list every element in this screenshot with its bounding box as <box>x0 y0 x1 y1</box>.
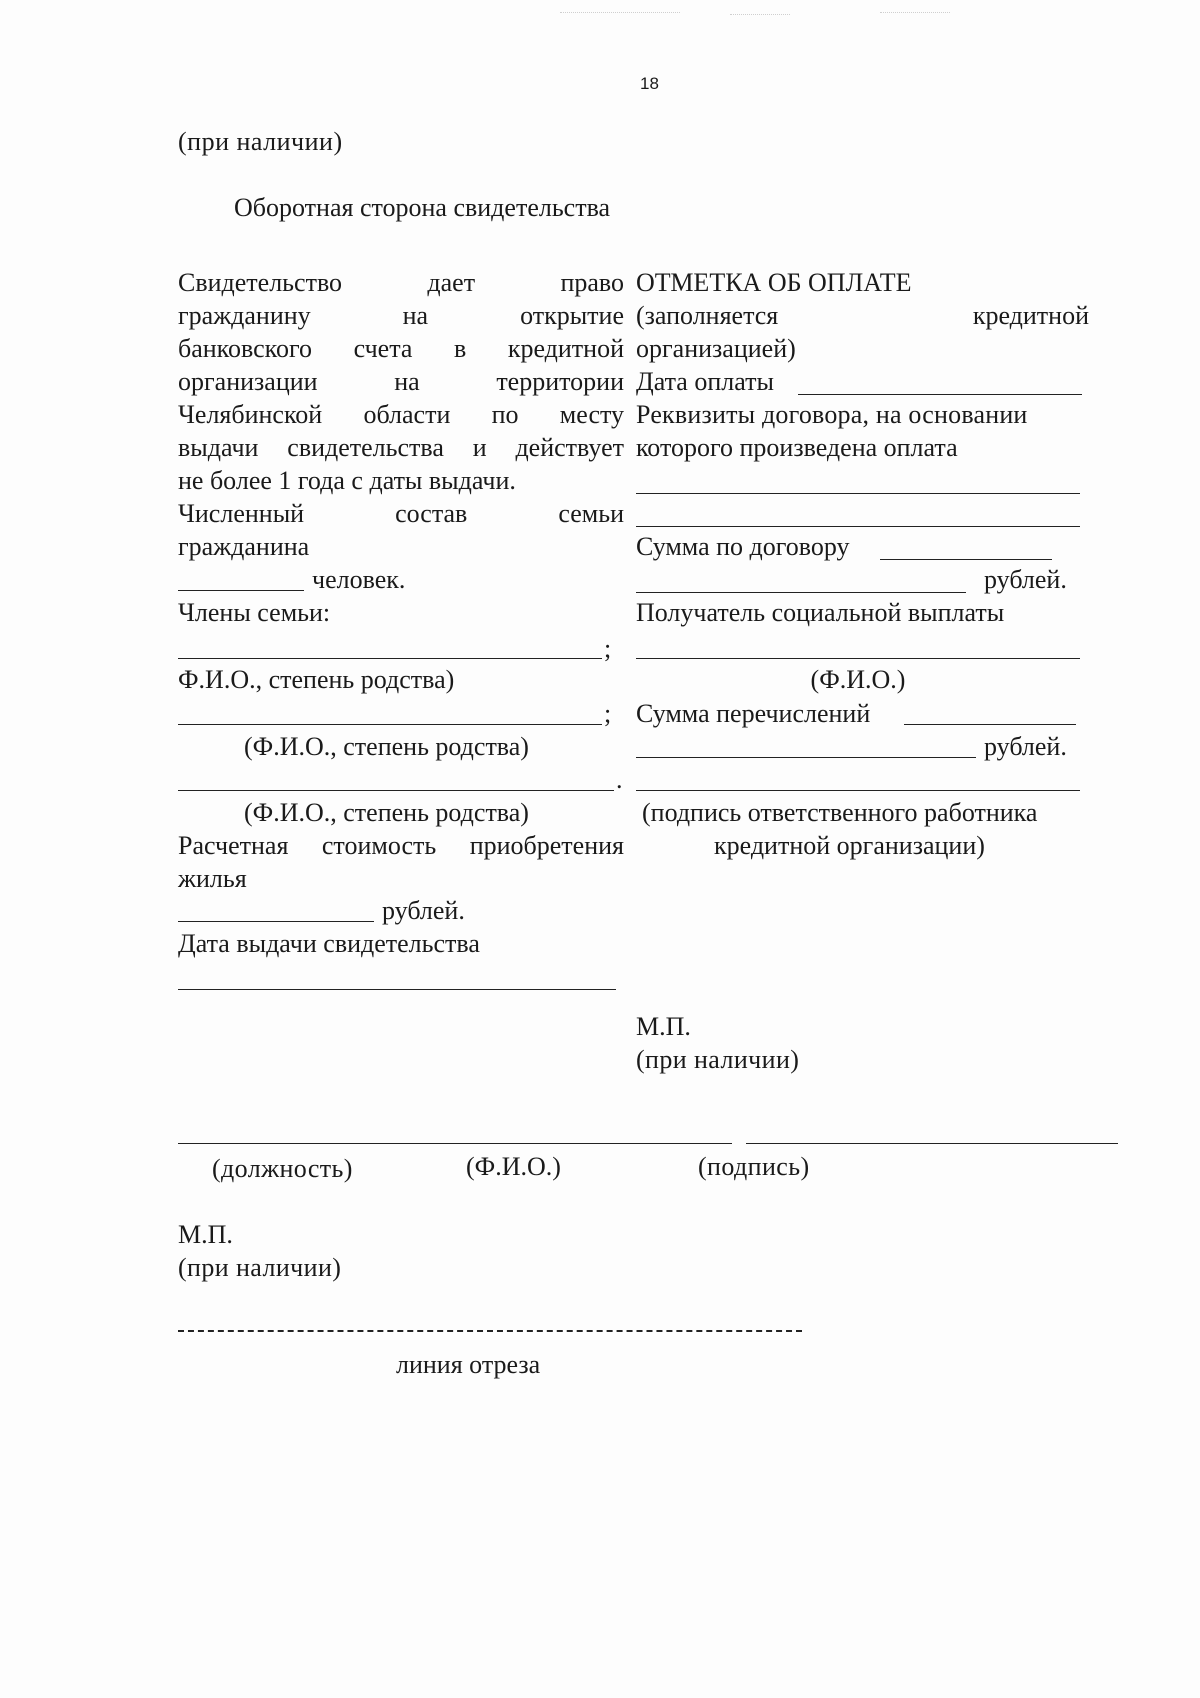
word: Свидетельство <box>178 268 343 297</box>
left-column <box>178 266 624 563</box>
word: приобретения <box>469 831 624 860</box>
family-size-line-2: гражданина <box>178 532 310 561</box>
word: гражданину <box>178 301 311 330</box>
officer-signature-caption-2: кредитной организации) <box>714 831 985 860</box>
family-member-3-field[interactable] <box>178 790 614 791</box>
transfer-sum-rub: рублей. <box>984 732 1067 761</box>
persons-label: человек. <box>312 565 406 594</box>
official-signature-field[interactable] <box>746 1143 1118 1144</box>
contract-details-label-2: которого произведена оплата <box>636 433 958 462</box>
word: открытие <box>520 301 624 330</box>
cut-line <box>178 1330 802 1332</box>
seal-note: (при наличии) <box>636 1045 800 1074</box>
filled-by-line <box>636 299 1089 332</box>
word: право <box>560 268 624 297</box>
word: выдачи <box>178 433 259 462</box>
transfer-sum-field[interactable] <box>904 724 1076 725</box>
word: Расчетная <box>178 831 289 860</box>
paragraph-line <box>178 266 624 299</box>
family-size-line <box>178 497 624 530</box>
cost-line-2: жилья <box>178 864 247 893</box>
word: и <box>472 433 487 462</box>
contract-sum-field[interactable] <box>880 559 1052 560</box>
position-caption: (должность) <box>212 1154 353 1183</box>
word: свидетельства <box>287 433 444 462</box>
paragraph-line <box>178 398 624 431</box>
family-member-1-field[interactable] <box>178 658 602 659</box>
paragraph-line <box>178 431 624 464</box>
word: семьи <box>558 499 624 528</box>
word: на <box>402 301 429 330</box>
semicolon: ; <box>604 634 612 663</box>
page-number: 18 <box>640 74 659 93</box>
contract-details-field-1[interactable] <box>636 493 1080 494</box>
contract-sum-rub: рублей. <box>984 565 1067 594</box>
pay-date-field[interactable] <box>798 394 1082 395</box>
issue-date-label: Дата выдачи свидетельства <box>178 929 480 958</box>
pay-date-label: Дата оплаты <box>636 367 774 396</box>
filled-by-line-2: организацией) <box>636 334 796 363</box>
transfer-sum-label: Сумма перечислений <box>636 699 871 728</box>
signature-caption: (подпись) <box>698 1152 810 1181</box>
recipient-fio-caption: (Ф.И.О.) <box>810 665 906 694</box>
word: в <box>453 334 467 363</box>
word: кредитной <box>507 334 624 363</box>
word: кредитной <box>972 301 1089 330</box>
paragraph-line <box>178 299 624 332</box>
page-heading: Оборотная сторона свидетельства <box>234 193 611 222</box>
transfer-sum-field-2[interactable] <box>636 757 976 758</box>
paragraph-line <box>178 332 624 365</box>
word: по <box>491 400 519 429</box>
word: состав <box>395 499 468 528</box>
word: Численный <box>178 499 305 528</box>
word: стоимость <box>321 831 437 860</box>
scan-artifact <box>730 14 790 15</box>
seal-label: М.П. <box>636 1012 691 1041</box>
word: на <box>394 367 420 396</box>
scan-artifact <box>880 12 950 13</box>
top-note: (при наличии) <box>178 127 343 156</box>
issue-date-field[interactable] <box>178 989 616 990</box>
word: Челябинской <box>178 400 323 429</box>
word: счета <box>353 334 413 363</box>
payment-mark-title: ОТМЕТКА ОБ ОПЛАТЕ <box>636 268 912 297</box>
contract-sum-field-2[interactable] <box>636 592 966 593</box>
contract-sum-label: Сумма по договору <box>636 532 850 561</box>
paragraph-line <box>178 365 624 398</box>
seal-note-bottom: (при наличии) <box>178 1253 342 1282</box>
word: (заполняется <box>636 301 779 330</box>
fio-caption: (Ф.И.О.) <box>466 1152 561 1181</box>
family-member-2-caption: (Ф.И.О., степень родства) <box>244 732 529 761</box>
validity-paragraph <box>178 266 624 464</box>
word: территории <box>496 367 624 396</box>
official-position-name-field[interactable] <box>178 1143 732 1144</box>
persons-field[interactable] <box>178 590 304 591</box>
word: организации <box>178 367 318 396</box>
recipient-field[interactable] <box>636 658 1080 659</box>
family-member-1-caption: Ф.И.О., степень родства) <box>178 665 455 694</box>
cost-line <box>178 829 624 862</box>
family-member-2-field[interactable] <box>178 724 602 725</box>
word: области <box>363 400 451 429</box>
family-member-3-caption: (Ф.И.О., степень родства) <box>244 798 529 827</box>
seal-label-bottom: М.П. <box>178 1220 233 1249</box>
family-members-label: Члены семьи: <box>178 598 331 627</box>
word: банковского <box>178 334 312 363</box>
officer-signature-field[interactable] <box>636 790 1080 791</box>
contract-details-field-2[interactable] <box>636 526 1080 527</box>
recipient-label: Получатель социальной выплаты <box>636 598 1005 627</box>
word: действует <box>515 433 624 462</box>
scan-artifact <box>560 12 680 13</box>
cut-line-label: линия отреза <box>396 1350 541 1379</box>
officer-signature-caption: (подпись ответственного работника <box>642 798 1038 827</box>
word: дает <box>427 268 476 297</box>
validity-last-line: не более 1 года с даты выдачи. <box>178 466 516 495</box>
word: месту <box>559 400 624 429</box>
semicolon: ; <box>604 699 612 728</box>
cost-rub-label: рублей. <box>382 896 465 925</box>
contract-details-label: Реквизиты договора, на основании <box>636 400 1028 429</box>
cost-field[interactable] <box>178 921 374 922</box>
dot: . <box>616 765 623 794</box>
